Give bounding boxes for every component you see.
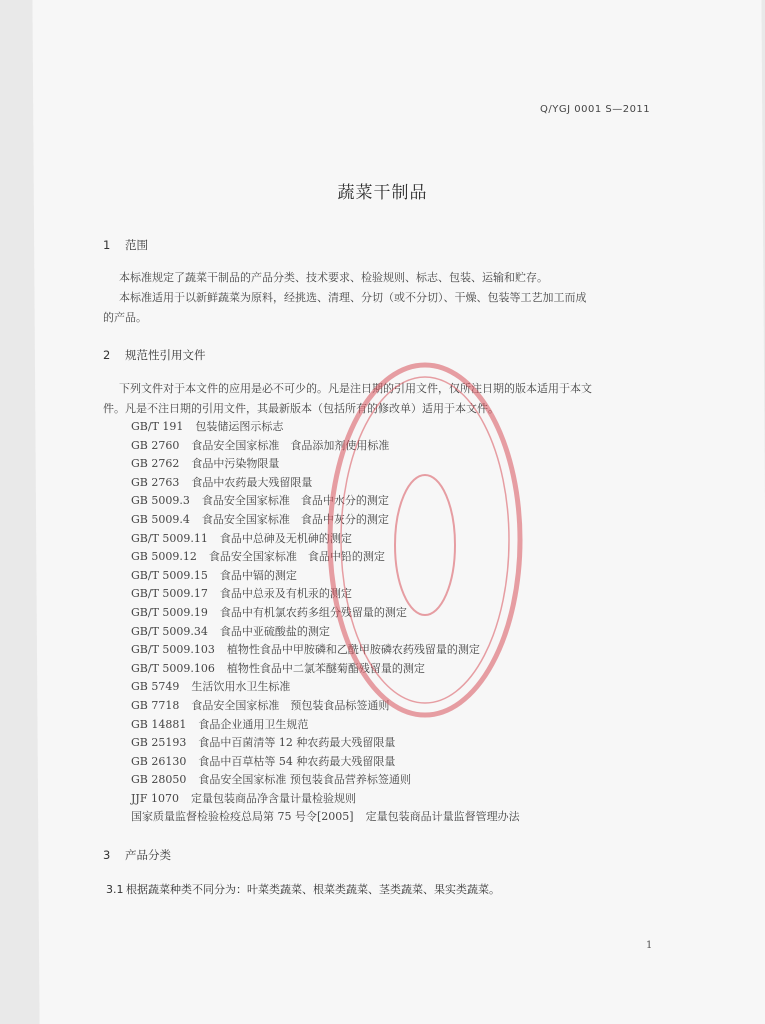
reference-item	[131, 567, 520, 586]
paragraph-continuation: 件。凡是不注日期的引用文件，其最新版本（包括所有的修改单）适用于本文件。	[103, 402, 499, 415]
reference-title: 食品安全国家标准 食品中铅的测定	[208, 550, 385, 564]
reference-item	[131, 771, 520, 790]
reference-code: GB/T 5009.17	[131, 587, 208, 601]
reference-code: GB 5009.4	[131, 512, 190, 526]
standard-code: Q/YGJ 0001 S—2011	[540, 104, 651, 115]
reference-code: GB 2762	[131, 457, 180, 471]
reference-item	[131, 585, 520, 604]
section-title: 范围	[125, 238, 148, 252]
reference-code: GB/T 5009.106	[131, 661, 215, 675]
reference-item	[131, 808, 520, 827]
reference-title: 食品中有机氯农药多组分残留量的测定	[219, 605, 407, 619]
reference-code: GB 26130	[131, 754, 187, 768]
reference-title: 食品中百菌清等 12 种农药最大残留限量	[198, 736, 396, 750]
reference-code: GB/T 5009.34	[131, 624, 208, 638]
reference-code: GB 7718	[131, 698, 180, 712]
section-2-heading	[103, 347, 206, 363]
paragraph: 本标准规定了蔬菜干制品的产品分类、技术要求、检验规则、标志、包装、运输和贮存。	[119, 271, 548, 284]
reference-item	[131, 474, 520, 493]
clause-3-1	[106, 881, 500, 897]
reference-item	[131, 548, 520, 567]
section-title: 产品分类	[125, 848, 171, 862]
reference-title: 食品中污染物限量	[191, 457, 280, 471]
reference-item	[131, 753, 520, 772]
reference-code: GB/T 5009.103	[131, 643, 215, 657]
reference-title: 食品安全国家标准 预包装食品标签通则	[191, 698, 390, 712]
reference-code: GB/T 5009.11	[131, 531, 208, 545]
reference-title: 包装储运图示标志	[195, 420, 284, 433]
document-title: 蔬菜干制品	[337, 183, 428, 203]
reference-code: GB 25193	[131, 736, 187, 750]
reference-code: GB 28050	[131, 773, 187, 787]
reference-item	[131, 455, 520, 474]
reference-title: 食品中总汞及有机汞的测定	[219, 587, 352, 601]
section-3-heading	[103, 847, 171, 863]
reference-title: 食品企业通用卫生规范	[198, 717, 309, 731]
reference-title: 定量包装商品计量监督管理办法	[365, 810, 520, 824]
reference-item	[131, 660, 520, 679]
paragraph-continuation: 的产品。	[103, 311, 147, 324]
clause-text: 根据蔬菜种类不同分为：叶菜类蔬菜、根菜类蔬菜、茎类蔬菜、果实类蔬菜。	[126, 883, 500, 896]
reference-item	[131, 697, 520, 716]
reference-code: GB 5009.3	[131, 494, 190, 508]
section-number: 3	[103, 848, 111, 862]
reference-item	[131, 734, 520, 753]
reference-title: 定量包装商品净含量计量检验规则	[190, 791, 356, 805]
reference-code: GB/T 5009.15	[131, 568, 208, 582]
reference-code: GB 5009.12	[131, 550, 197, 564]
reference-title: 食品安全国家标准 食品中灰分的测定	[201, 512, 389, 526]
reference-title: 植物性食品中二氯苯醚菊酯残留量的测定	[226, 661, 425, 675]
reference-code: JJF 1070	[131, 791, 179, 805]
reference-list	[131, 418, 520, 827]
reference-code: GB 14881	[131, 717, 187, 731]
reference-title: 食品中镉的测定	[219, 568, 297, 582]
section-title: 规范性引用文件	[125, 348, 206, 362]
reference-code: GB 5749	[131, 680, 180, 694]
reference-code: GB/T 5009.19	[131, 605, 208, 619]
page-number: 1	[646, 940, 653, 951]
section-1-heading	[103, 237, 148, 253]
paragraph: 本标准适用于以新鲜蔬菜为原料，经挑选、清理、分切（或不分切）、干燥、包装等工艺加工而成	[119, 291, 587, 304]
reference-title: 食品中亚硫酸盐的测定	[219, 624, 330, 638]
reference-item	[131, 437, 520, 456]
reference-item	[131, 418, 520, 437]
reference-code: GB/T 191	[131, 420, 184, 433]
reference-title: 食品中总砷及无机砷的测定	[219, 531, 352, 545]
reference-code: GB 2763	[131, 475, 180, 489]
reference-title: 植物性食品中甲胺磷和乙酰甲胺磷农药残留量的测定	[226, 643, 480, 657]
reference-title: 食品安全国家标准 食品添加剂使用标准	[191, 438, 390, 452]
reference-title: 生活饮用水卫生标准	[191, 680, 291, 694]
reference-title: 食品中百草枯等 54 种农药最大残留限量	[198, 754, 396, 768]
reference-item	[131, 530, 520, 549]
section-number: 2	[103, 348, 111, 362]
scope-text	[103, 268, 663, 328]
reference-item	[131, 641, 520, 660]
reference-code: GB 2760	[131, 438, 180, 452]
normative-intro	[103, 379, 663, 419]
reference-item	[131, 492, 520, 511]
reference-item	[131, 678, 520, 697]
reference-item	[131, 790, 520, 809]
reference-title: 食品安全国家标准 预包装食品营养标签通则	[198, 773, 411, 787]
paragraph: 下列文件对于本文件的应用是必不可少的。凡是注日期的引用文件，仅所注日期的版本适用于本文	[119, 382, 592, 395]
reference-item	[131, 511, 520, 530]
reference-item	[131, 623, 520, 642]
reference-item	[131, 716, 520, 735]
reference-title: 食品安全国家标准 食品中水分的测定	[201, 494, 389, 508]
reference-item	[131, 604, 520, 623]
reference-title: 食品中农药最大残留限量	[191, 475, 313, 489]
section-number: 1	[103, 238, 111, 252]
reference-code: 国家质量监督检验检疫总局第 75 号令[2005]	[131, 810, 354, 824]
clause-number: 3.1	[106, 883, 124, 896]
